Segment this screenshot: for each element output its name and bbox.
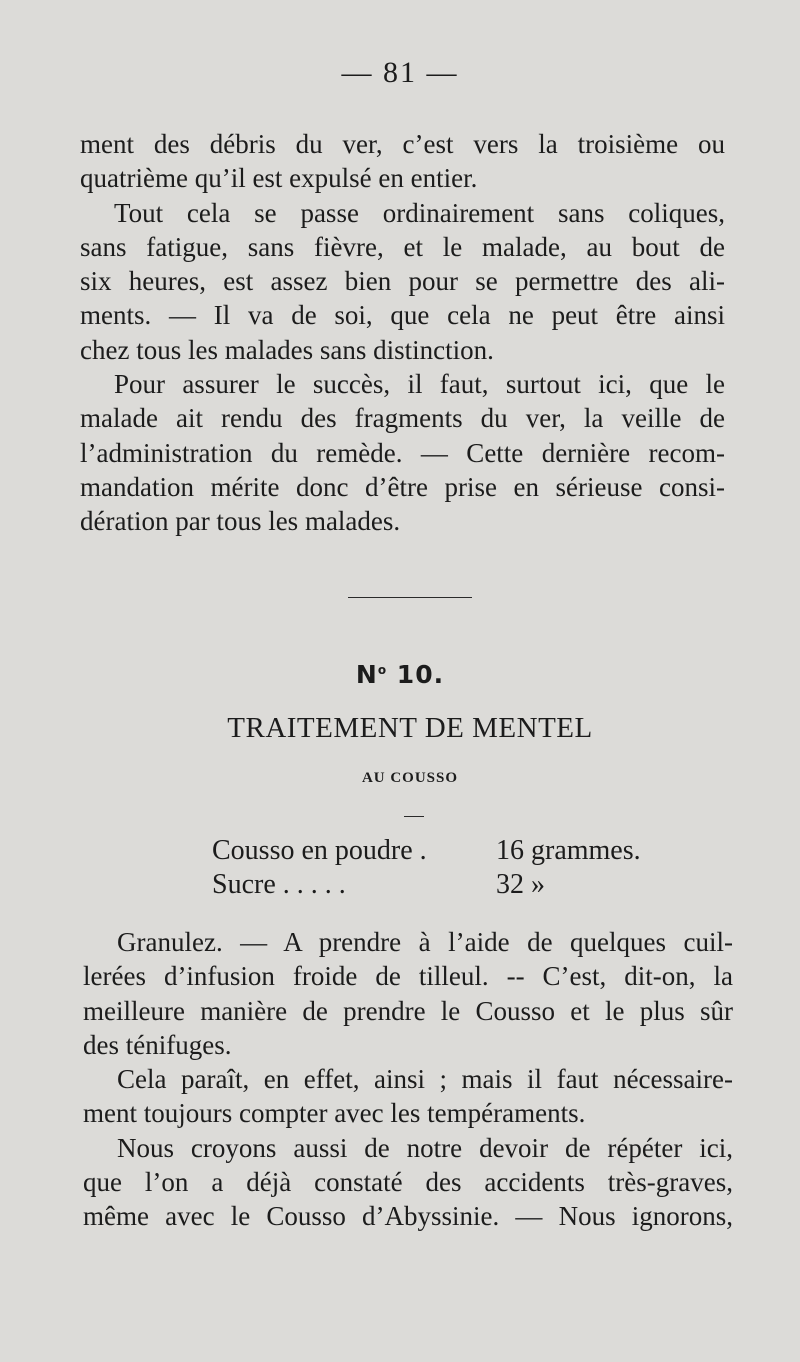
text-line: meilleure manière de prendre le Cousso et le plus sûr bbox=[83, 995, 733, 1026]
text-line: mandation mérite donc d’être prise en sérieuse consi- bbox=[80, 471, 725, 502]
section-number-value: 10. bbox=[387, 660, 445, 689]
text-line: Cela paraît, en effet, ainsi ; mais il faut nécessaire- bbox=[117, 1064, 733, 1095]
text-line: Tout cela se passe ordinairement sans coliques, bbox=[114, 197, 725, 228]
text-line: lerées d’infusion froide de tilleul. -- C’est, dit-on, la bbox=[83, 961, 733, 992]
text-line: chez tous les malades sans distinction. bbox=[80, 334, 494, 365]
text-line: sans fatigue, sans fièvre, et le malade, au bout de bbox=[80, 231, 725, 262]
text-line: Granulez. — A prendre à l’aide de quelques cuil- bbox=[117, 927, 733, 957]
recipe-ingredient: Sucre . . . . . bbox=[212, 869, 346, 900]
text-line: Pour assurer le succès, il faut, surtout ici, que le bbox=[114, 369, 725, 400]
section-number-prefix: N bbox=[355, 660, 378, 689]
text-block-top bbox=[80, 127, 725, 539]
text-line: des ténifuges. bbox=[83, 1029, 232, 1060]
text-line: quatrième qu’il est expulsé en entier. bbox=[80, 163, 478, 194]
section-subtitle: AU COUSSO bbox=[361, 770, 459, 786]
recipe-quantity: 16 grammes. bbox=[496, 835, 641, 866]
section-number bbox=[0, 660, 800, 689]
short-divider bbox=[404, 816, 424, 817]
recipe-row bbox=[212, 868, 656, 902]
recipe-list bbox=[212, 834, 656, 902]
text-line: ment des débris du ver, c’est vers la troisième ou bbox=[80, 129, 725, 159]
text-line: malade ait rendu des fragments du ver, la veille de bbox=[80, 403, 725, 434]
section-number-sup: o bbox=[377, 663, 388, 677]
text-line: l’administration du remède. — Cette dernière recom- bbox=[80, 437, 725, 468]
text-line: dération par tous les malades. bbox=[80, 506, 401, 537]
text-block-bottom bbox=[83, 925, 733, 1234]
section-divider bbox=[348, 597, 472, 598]
recipe-ingredient: Cousso en poudre . bbox=[212, 835, 427, 866]
text-line: même avec le Cousso d’Abyssinie. — Nous ignorons, bbox=[83, 1201, 733, 1232]
section-title: TRAITEMENT DE MENTEL bbox=[227, 712, 593, 744]
text-line: que l’on a déjà constaté des accidents très-graves, bbox=[83, 1167, 733, 1198]
text-line: Nous croyons aussi de notre devoir de répéter ici, bbox=[117, 1132, 733, 1163]
recipe-row bbox=[212, 834, 656, 868]
text-line: six heures, est assez bien pour se permettre des ali- bbox=[80, 266, 725, 297]
text-line: ments. — Il va de soi, que cela ne peut être ainsi bbox=[80, 300, 725, 331]
recipe-quantity: 32 » bbox=[496, 869, 545, 900]
page-number: — 81 — bbox=[341, 56, 459, 89]
text-line: ment toujours compter avec les tempéraments. bbox=[83, 1098, 586, 1129]
